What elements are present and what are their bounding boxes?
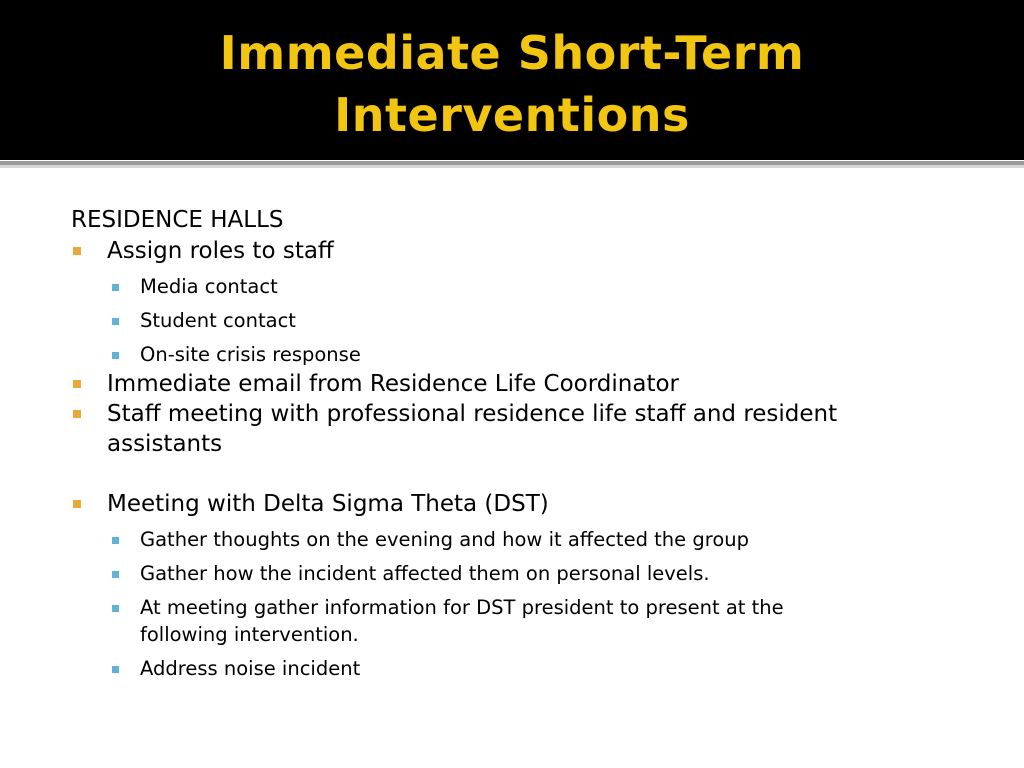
bullet-square-icon [112,284,119,291]
list-item: Immediate email from Residence Life Coordinator [107,371,680,397]
sub-list-item: Student contact [140,309,296,332]
sub-list-item: At meeting gather information for DST president to present at the [140,596,784,619]
section-heading: RESIDENCE HALLS [71,207,284,233]
sub-list-item: On-site crisis response [140,343,361,366]
sub-list-item-continuation: following intervention. [140,623,359,646]
sub-list-item: Media contact [140,275,278,298]
bullet-square-icon [73,380,81,388]
bullet-square-icon [112,571,119,578]
list-item: Meeting with Delta Sigma Theta (DST) [107,491,549,517]
bullet-square-icon [112,318,119,325]
bullet-square-icon [112,352,119,359]
list-item: Staff meeting with professional residence life staff and resident [107,401,838,427]
bullet-square-icon [112,666,119,673]
bullet-square-icon [73,410,81,418]
title-line-1: Immediate Short-Term [219,26,805,80]
bullet-square-icon [73,247,81,255]
sub-list-item: Address noise incident [140,657,361,680]
list-item: Assign roles to staff [107,238,334,264]
list-item-continuation: assistants [107,431,223,457]
sub-list-item: Gather thoughts on the evening and how it affected the group [140,528,749,551]
sub-list-item: Gather how the incident affected them on personal levels. [140,562,710,585]
bullet-square-icon [73,500,81,508]
bullet-square-icon [112,605,119,612]
bullet-square-icon [112,537,119,544]
title-line-2: Interventions [334,88,690,142]
